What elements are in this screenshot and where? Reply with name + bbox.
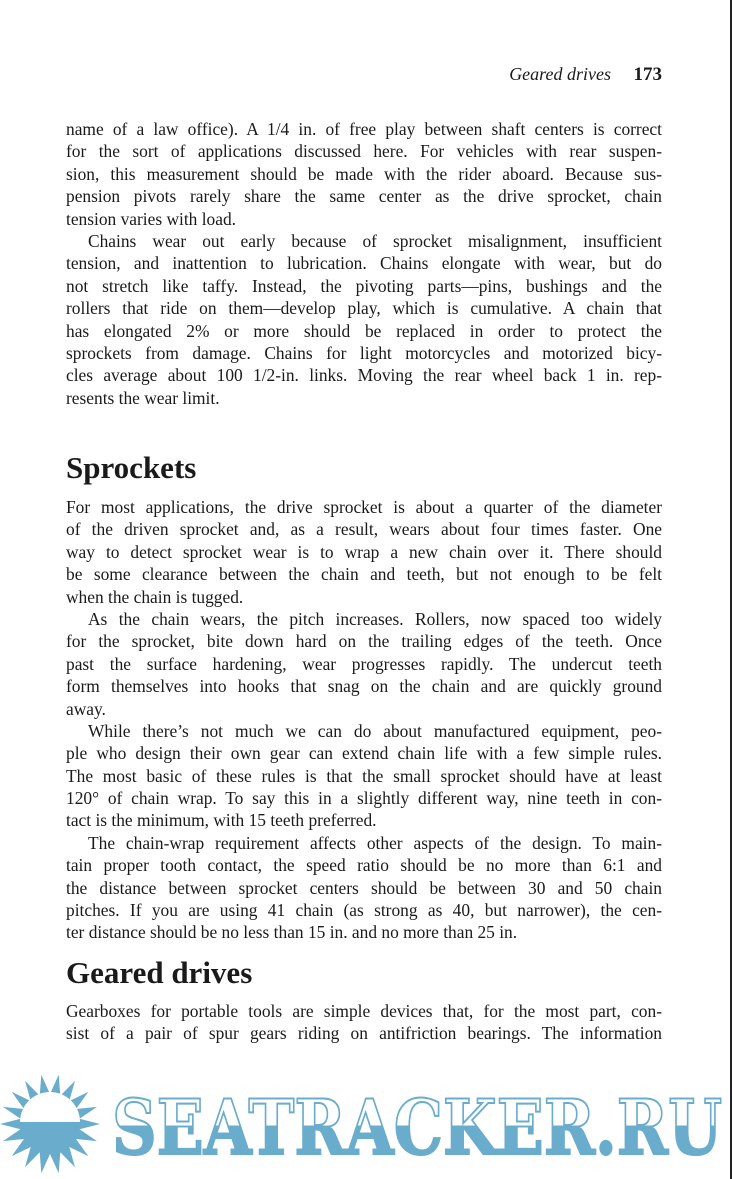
sun-icon	[0, 1075, 100, 1173]
text-line: form themselves into hooks that snag on the chain and are quickly ground	[66, 676, 662, 697]
text-line: For most applications, the drive sprocket is about a quarter of the diameter	[66, 497, 662, 517]
running-header	[509, 64, 662, 86]
watermark-text: SEATRACKER.RU	[112, 1083, 722, 1172]
section-heading-sprockets: Sprockets	[66, 450, 197, 485]
text-line: past the surface hardening, wear progresses rapidly. The undercut teeth	[66, 653, 662, 674]
text-line: name of a law office). A 1/4 in. of free play between shaft centers is correct	[66, 119, 662, 139]
paragraph-chains	[66, 118, 662, 409]
page-number: 173	[633, 64, 662, 85]
text-line: pension pivots rarely share the same center as the drive sprocket, chain	[66, 186, 662, 207]
text-line: way to detect sprocket wear is to wrap a new chain over it. There should	[66, 541, 662, 562]
text-line: tension varies with load.	[66, 208, 237, 229]
text-line: the distance between sprocket centers should be between 30 and 50 chain	[66, 877, 662, 898]
text-line: ple who design their own gear can extend chain life with a few simple rules.	[66, 743, 662, 764]
text-line: Chains wear out early because of sprocket misalignment, insufficient	[88, 230, 662, 251]
text-line: Gearboxes for portable tools are simple devices that, for the most part, con-	[66, 1001, 662, 1021]
text-line: has elongated 2% or more should be replaced in order to protect the	[66, 320, 662, 341]
text-line: pitches. If you are using 41 chain (as strong as 40, but narrower), the cen-	[66, 900, 662, 921]
text-line: away.	[66, 698, 106, 719]
text-line: cles average about 100 1/2-in. links. Moving the rear wheel back 1 in. rep-	[66, 365, 662, 386]
text-line: sist of a pair of spur gears riding on antifriction bearings. The information	[66, 1023, 662, 1044]
text-line: The most basic of these rules is that the small sprocket should have at least	[66, 765, 662, 786]
text-line: of the driven sprocket and, as a result, wears about four times faster. One	[66, 519, 662, 540]
text-line: tension, and inattention to lubrication. Chains elongate with wear, but do	[66, 253, 662, 274]
text-line: not stretch like taffy. Instead, the pivoting parts—pins, bushings and the	[66, 275, 662, 296]
paragraph-geared-drives	[66, 1000, 662, 1045]
text-line: rollers that ride on them—develop play, which is cumulative. A chain that	[66, 298, 662, 319]
text-line: The chain-wrap requirement affects other aspects of the design. To main-	[88, 832, 662, 853]
running-header-title: Geared drives	[509, 64, 611, 84]
section-heading-geared-drives: Geared drives	[66, 955, 253, 990]
text-line: tact is the minimum, with 15 teeth preferred.	[66, 810, 377, 831]
text-line: sion, this measurement should be made with the rider aboard. Because sus-	[66, 163, 662, 184]
text-line: As the chain wears, the pitch increases. Rollers, now spaced too widely	[88, 608, 662, 629]
text-line: ter distance should be no less than 15 in. and no more than 25 in.	[66, 922, 518, 943]
text-line: for the sort of applications discussed here. For vehicles with rear suspen-	[66, 141, 662, 162]
text-line: for the sprocket, bite down hard on the trailing edges of the teeth. Once	[66, 631, 662, 652]
text-line: be some clearance between the chain and teeth, but not enough to be felt	[66, 564, 662, 585]
text-line: 120° of chain wrap. To say this in a slightly different way, nine teeth in con-	[66, 788, 662, 809]
text-line: sprockets from damage. Chains for light motorcycles and motorized bicy-	[66, 342, 662, 363]
paragraph-sprockets	[66, 496, 662, 944]
watermark-logo	[0, 1072, 732, 1179]
text-line: tain proper tooth contact, the speed ratio should be no more than 6:1 and	[66, 855, 662, 876]
text-line: While there’s not much we can do about manufactured equipment, peo-	[88, 720, 662, 741]
text-line: when the chain is tugged.	[66, 586, 244, 607]
text-line: resents the wear limit.	[66, 387, 220, 408]
